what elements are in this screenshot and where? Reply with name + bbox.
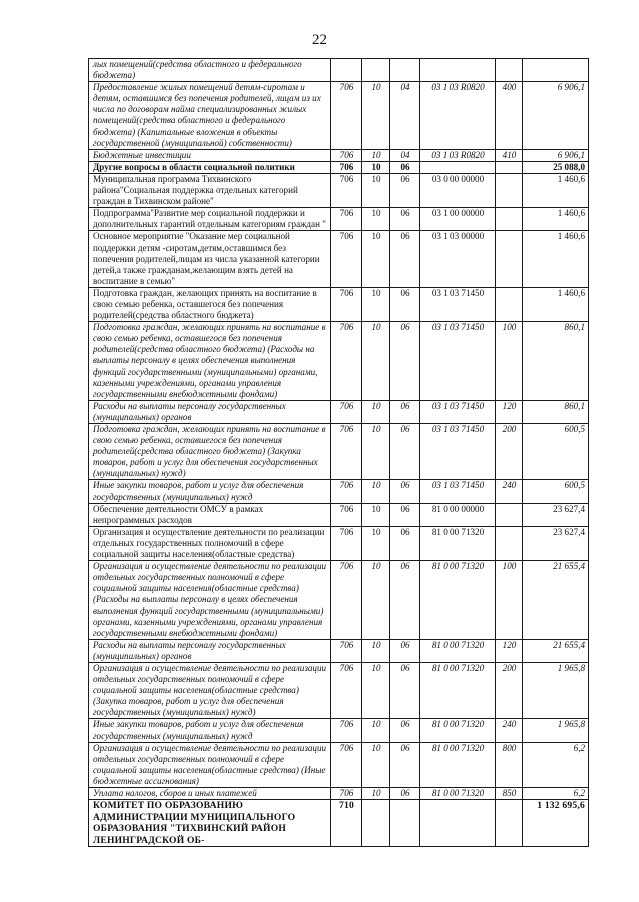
table-row [89,800,589,847]
section-code-cell: 10 [362,742,390,787]
expense-type-cell: 100 [496,561,523,640]
subsection-code-cell: 06 [390,662,420,718]
target-article-cell: 81 0 00 71320 [420,719,496,742]
section-code-cell: 10 [362,480,390,503]
target-article-cell: 03 1 03 71450 [420,400,496,423]
expense-type-cell: 800 [496,742,523,787]
table-row [89,173,589,207]
subsection-code-cell: 06 [390,561,420,640]
amount-cell: 21 655,4 [523,639,589,662]
expense-type-cell: 240 [496,719,523,742]
amount-cell: 860,1 [523,322,589,401]
admin-code-cell: 706 [331,322,362,401]
page-number: 22 [312,32,327,48]
admin-code-cell: 706 [331,480,362,503]
subsection-code-cell: 06 [390,639,420,662]
expense-type-cell: 410 [496,149,523,161]
expense-name-cell: Обеспечение деятельности ОМСУ в рамках непрограммных расходов [89,503,331,526]
expense-type-cell [496,800,523,847]
expense-name-cell: Основное мероприятие "Оказание мер социальной поддержки детям -сиротам,детям,оставшимся без попечения родителей,лицам из числа указанной категории детей,а также гражданам,желающим взять детей на воспитание в семью" [89,231,331,287]
expense-name-cell: Иные закупки товаров, работ и услуг для обеспечения государственных (муниципальных) нужд [89,719,331,742]
admin-code-cell: 706 [331,149,362,161]
amount-cell: 1 460,6 [523,208,589,231]
amount-cell: 1 460,6 [523,231,589,287]
expense-type-cell: 200 [496,662,523,718]
table-row [89,561,589,640]
target-article-cell: 03 1 03 71450 [420,480,496,503]
expense-name-cell: Подпрограмма"Развитие мер социальной поддержки и дополнительных гарантий отдельным категориям граждан " [89,208,331,231]
expense-name-cell: КОМИТЕТ ПО ОБРАЗОВАНИЮ АДМИНИСТРАЦИИ МУНИЦИПАЛЬНОГО ОБРАЗОВАНИЯ "ТИХВИНСКИЙ РАЙОН ЛЕНИНГРАДСКОЙ ОБ- [89,800,331,847]
target-article-cell: 03 1 03 R0820 [420,82,496,150]
subsection-code-cell: 06 [390,719,420,742]
expense-name-cell: Расходы на выплаты персоналу государственных (муниципальных) органов [89,400,331,423]
amount-cell: 1 460,6 [523,287,589,321]
expense-name-cell: Муниципальная программа Тихвинского района"Социальная поддержка отдельных категорий граждан в Тихвинском районе" [89,173,331,207]
amount-cell: 23 627,4 [523,503,589,526]
section-code-cell: 10 [362,231,390,287]
expense-name-cell: Бюджетные инвестиции [89,149,331,161]
amount-cell: 1 965,8 [523,719,589,742]
section-code-cell: 10 [362,161,390,173]
amount-cell: 21 655,4 [523,561,589,640]
subsection-code-cell: 04 [390,149,420,161]
admin-code-cell: 706 [331,400,362,423]
expense-name-cell: Другие вопросы в области социальной политики [89,161,331,173]
section-code-cell: 10 [362,322,390,401]
amount-cell: 1 965,8 [523,662,589,718]
amount-cell: 6,2 [523,742,589,787]
admin-code-cell: 706 [331,287,362,321]
admin-code-cell: 706 [331,662,362,718]
admin-code-cell: 706 [331,173,362,207]
table-row [89,503,589,526]
expense-name-cell: Подготовка граждан, желающих принять на воспитание в свою семью ребенка, оставшегося без попечения родителей(средства областного бюджета) [89,287,331,321]
expense-type-cell: 850 [496,788,523,800]
section-code-cell: 10 [362,173,390,207]
table-row [89,322,589,401]
expense-type-cell: 240 [496,480,523,503]
subsection-code-cell: 06 [390,208,420,231]
table-row [89,208,589,231]
subsection-code-cell: 06 [390,400,420,423]
amount-cell: 1 132 695,6 [523,800,589,847]
target-article-cell: 03 1 03 71450 [420,287,496,321]
table-row [89,231,589,287]
admin-code-cell: 710 [331,800,362,847]
expense-name-cell: Расходы на выплаты персоналу государственных (муниципальных) органов [89,639,331,662]
section-code-cell: 10 [362,503,390,526]
subsection-code-cell: 06 [390,161,420,173]
expense-type-cell [496,231,523,287]
expense-type-cell: 400 [496,82,523,150]
target-article-cell [420,161,496,173]
subsection-code-cell: 06 [390,742,420,787]
amount-cell: 23 627,4 [523,526,589,560]
admin-code-cell: 706 [331,719,362,742]
target-article-cell: 81 0 00 71320 [420,639,496,662]
subsection-code-cell [390,59,420,82]
section-code-cell: 10 [362,400,390,423]
table-row [89,400,589,423]
admin-code-cell: 706 [331,639,362,662]
expense-type-cell [496,208,523,231]
section-code-cell: 10 [362,788,390,800]
admin-code-cell: 706 [331,208,362,231]
section-code-cell [362,59,390,82]
expense-name-cell: Организация и осуществление деятельности по реализации отдельных государственных полномочий в сфере социальной защиты населения(областные средства) (Иные бюджетные ассигнования) [89,742,331,787]
subsection-code-cell: 06 [390,287,420,321]
section-code-cell: 10 [362,424,390,480]
section-code-cell: 10 [362,662,390,718]
table-row [89,742,589,787]
admin-code-cell: 706 [331,561,362,640]
section-code-cell: 10 [362,639,390,662]
table-row [89,662,589,718]
table-row [89,788,589,800]
section-code-cell: 10 [362,526,390,560]
target-article-cell: 81 0 00 71320 [420,526,496,560]
amount-cell [523,59,589,82]
subsection-code-cell: 06 [390,526,420,560]
section-code-cell: 10 [362,149,390,161]
table-row [89,59,589,82]
target-article-cell: 03 1 03 71450 [420,322,496,401]
subsection-code-cell: 06 [390,322,420,401]
expense-name-cell: Подготовка граждан, желающих принять на воспитание в свою семью ребенка, оставшегося без попечения родителей(средства областного бюджета) (Расходы на выплаты персоналу в целях обеспечения выполнения функций государственными (муниципальными) органами, казенными учреждениями, органами управления государственными внебюджетными фондами) [89,322,331,401]
table-row [89,161,589,173]
budget-table [88,58,589,847]
amount-cell: 860,1 [523,400,589,423]
target-article-cell: 81 0 00 71320 [420,788,496,800]
expense-name-cell: Уплата налогов, сборов и иных платежей [89,788,331,800]
target-article-cell [420,800,496,847]
admin-code-cell: 706 [331,82,362,150]
subsection-code-cell: 06 [390,480,420,503]
subsection-code-cell: 06 [390,173,420,207]
expense-name-cell: Иные закупки товаров, работ и услуг для обеспечения государственных (муниципальных) нужд [89,480,331,503]
table-row [89,424,589,480]
expense-type-cell [496,526,523,560]
admin-code-cell: 706 [331,161,362,173]
expense-type-cell [496,59,523,82]
amount-cell: 6 906,1 [523,82,589,150]
expense-type-cell: 100 [496,322,523,401]
expense-type-cell: 120 [496,639,523,662]
admin-code-cell: 706 [331,503,362,526]
table-row [89,480,589,503]
target-article-cell: 03 1 03 R0820 [420,149,496,161]
target-article-cell: 03 0 00 00000 [420,173,496,207]
expense-type-cell [496,173,523,207]
target-article-cell: 03 1 03 00000 [420,231,496,287]
subsection-code-cell: 04 [390,82,420,150]
section-code-cell: 10 [362,561,390,640]
expense-name-cell: Организация и осуществление деятельности по реализации отдельных государственных полномочий в сфере социальной защиты населения(областные средства) [89,526,331,560]
expense-name-cell: Организация и осуществление деятельности по реализации отдельных государственных полномочий в сфере социальной защиты населения(областные средства) (Закупка товаров, работ и услуг для обеспечения государственных (муниципальных) нужд) [89,662,331,718]
target-article-cell: 81 0 00 00000 [420,503,496,526]
target-article-cell: 81 0 00 71320 [420,742,496,787]
subsection-code-cell: 06 [390,788,420,800]
subsection-code-cell: 06 [390,231,420,287]
admin-code-cell: 706 [331,742,362,787]
subsection-code-cell: 06 [390,424,420,480]
expense-name-cell: Организация и осуществление деятельности по реализации отдельных государственных полномочий в сфере социальной защиты населения(областные средства) (Расходы на выплаты персоналу в целях обеспечения выполнения функций государственными (муниципальными) органами, казенными учреждениями, органами управления государственными внебюджетными фондами) [89,561,331,640]
expense-type-cell: 200 [496,424,523,480]
expense-type-cell: 120 [496,400,523,423]
amount-cell: 25 088,0 [523,161,589,173]
table-row [89,287,589,321]
expense-type-cell [496,161,523,173]
admin-code-cell [331,59,362,82]
table-row [89,526,589,560]
expense-name-cell: лых помещений(средства областного и федерального бюджета) [89,59,331,82]
amount-cell: 6,2 [523,788,589,800]
amount-cell: 600,5 [523,480,589,503]
target-article-cell: 03 1 00 00000 [420,208,496,231]
target-article-cell [420,59,496,82]
amount-cell: 1 460,6 [523,173,589,207]
table-row [89,149,589,161]
target-article-cell: 03 1 03 71450 [420,424,496,480]
section-code-cell: 10 [362,287,390,321]
admin-code-cell: 706 [331,526,362,560]
expense-name-cell: Предоставление жилых помещений детям-сиротам и детям, оставшимся без попечения родителей, лицам из их числа по договорам найма специализированных жилых помещений(средства областного и федерального бюджета) (Капитальные вложения в объекты государственной (муниципальной) собственности) [89,82,331,150]
target-article-cell: 81 0 00 71320 [420,561,496,640]
section-code-cell: 10 [362,719,390,742]
amount-cell: 600,5 [523,424,589,480]
admin-code-cell: 706 [331,788,362,800]
expense-name-cell: Подготовка граждан, желающих принять на воспитание в свою семью ребенка, оставшегося без попечения родителей(средства областного бюджета) (Закупка товаров, работ и услуг для обеспечения государственных (муниципальных) нужд) [89,424,331,480]
section-code-cell [362,800,390,847]
table-row [89,82,589,150]
amount-cell: 6 906,1 [523,149,589,161]
subsection-code-cell: 06 [390,503,420,526]
table-row [89,639,589,662]
target-article-cell: 81 0 00 71320 [420,662,496,718]
expense-type-cell [496,287,523,321]
subsection-code-cell [390,800,420,847]
admin-code-cell: 706 [331,231,362,287]
admin-code-cell: 706 [331,424,362,480]
section-code-cell: 10 [362,82,390,150]
table-row [89,719,589,742]
section-code-cell: 10 [362,208,390,231]
expense-type-cell [496,503,523,526]
